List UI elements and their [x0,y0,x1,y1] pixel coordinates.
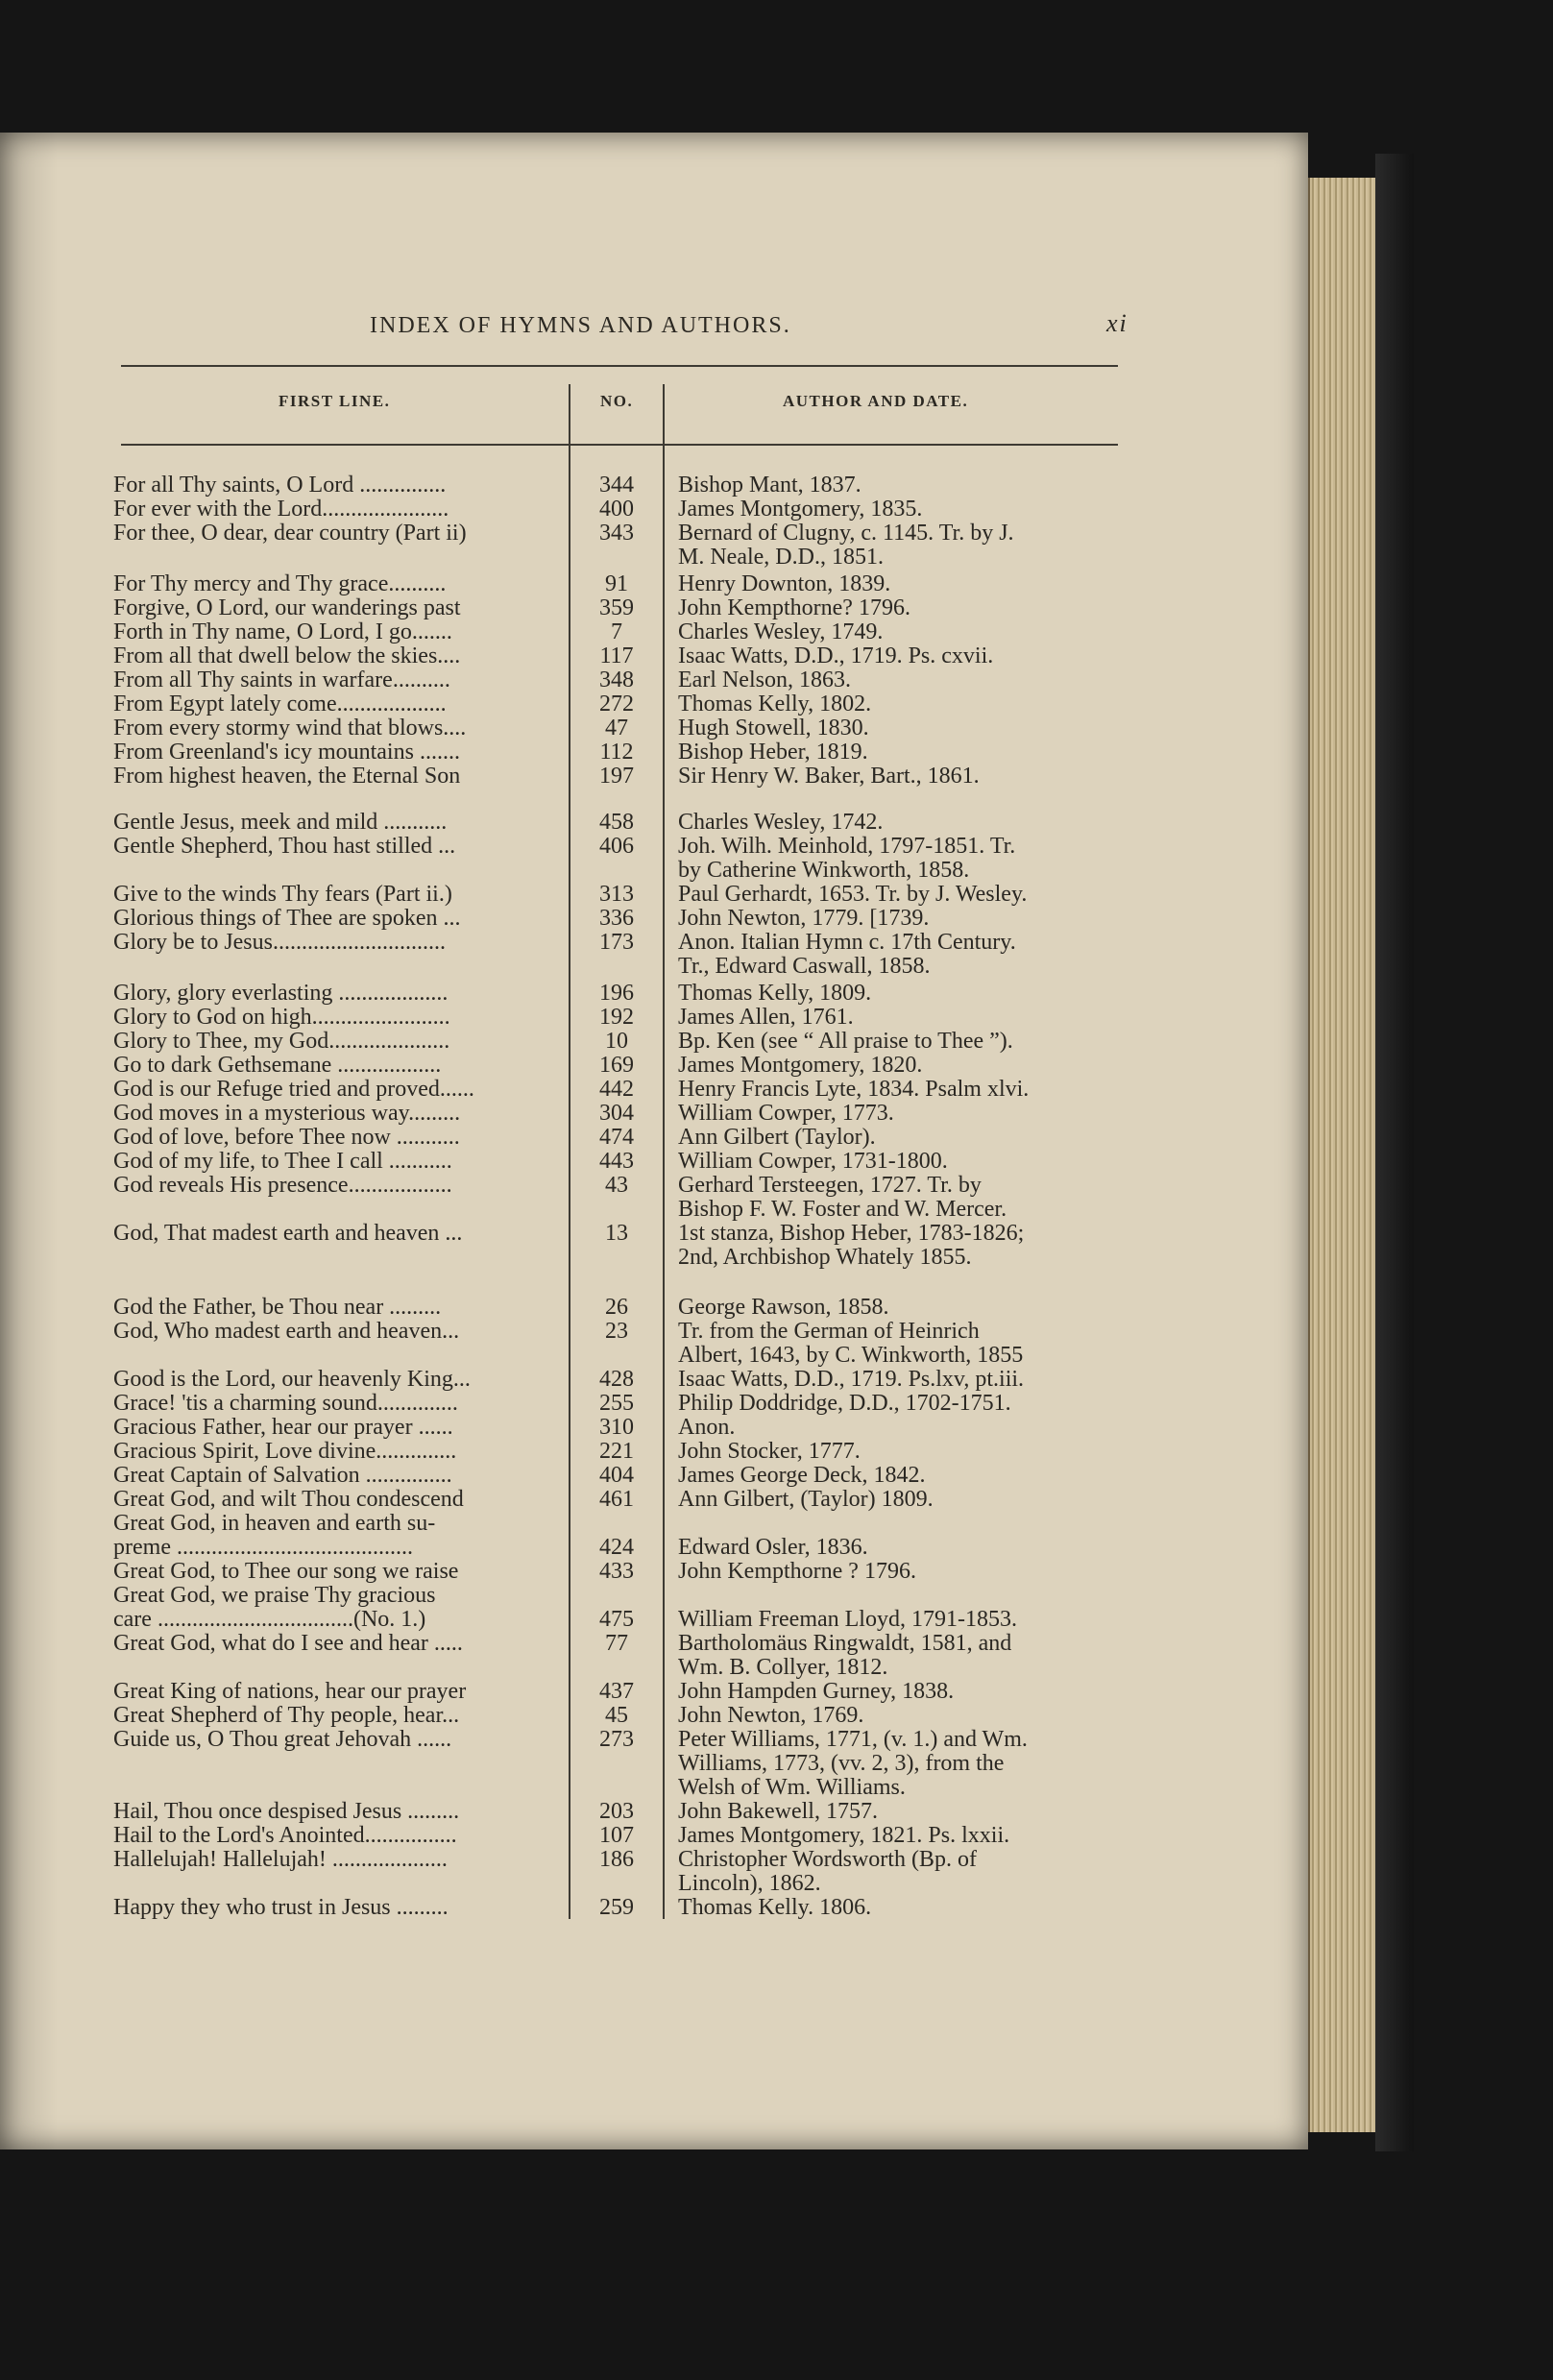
author-cell: Isaac Watts, D.D., 1719. Ps.lxv, pt.iii. [678,1367,1025,1392]
number-cell: 23 [605,1319,628,1344]
author-cell: Williams, 1773, (vv. 2, 3), from the [678,1751,1005,1776]
author-cell: James Allen, 1761. [678,1005,854,1030]
author-cell: Bp. Ken (see “ All praise to Thee ”). [678,1029,1013,1054]
author-cell: Bernard of Clugny, c. 1145. Tr. by J. [678,521,1014,546]
author-cell: Anon. Italian Hymn c. 17th Century. [678,930,1016,955]
author-cell: William Freeman Lloyd, 1791-1853. [678,1607,1017,1632]
author-cell: Bishop Mant, 1837. [678,473,861,498]
first-line-cell: From Egypt lately come................... [113,692,447,716]
author-cell: Thomas Kelly, 1809. [678,981,872,1006]
number-cell: 10 [605,1029,628,1054]
first-line-cell: Great King of nations, hear our prayer [113,1679,467,1704]
author-cell: Tr., Edward Caswall, 1858. [678,954,931,979]
author-cell: M. Neale, D.D., 1851. [678,545,884,570]
number-cell: 400 [599,497,634,522]
first-line-cell: Glory, glory everlasting ................... [113,981,449,1006]
number-cell: 186 [599,1847,634,1872]
author-cell: James Montgomery, 1835. [678,497,923,522]
number-cell: 169 [599,1053,634,1078]
number-cell: 359 [599,595,634,620]
number-cell: 112 [599,740,634,765]
author-cell: Ann Gilbert, (Taylor) 1809. [678,1487,934,1512]
author-cell: Wm. B. Collyer, 1812. [678,1655,888,1680]
number-cell: 196 [599,981,634,1006]
author-cell: 2nd, Archbishop Whately 1855. [678,1245,972,1270]
number-cell: 272 [599,692,634,716]
number-cell: 406 [599,834,634,859]
author-cell: Christopher Wordsworth (Bp. of [678,1847,977,1872]
first-line-cell: Guide us, O Thou great Jehovah ...... [113,1727,452,1752]
number-cell: 273 [599,1727,634,1752]
first-line-cell: Glory to God on high........................ [113,1005,450,1030]
first-line-cell: Hail, Thou once despised Jesus ......... [113,1799,460,1824]
first-line-cell: Hail to the Lord's Anointed................ [113,1823,457,1848]
column-header-rule [121,444,1118,446]
number-cell: 443 [599,1149,634,1174]
author-cell: Paul Gerhardt, 1653. Tr. by J. Wesley. [678,882,1028,907]
first-line-cell: preme ......................................... [113,1535,413,1560]
table-row [0,1245,1308,1274]
first-line-cell: God moves in a mysterious way......... [113,1101,461,1126]
number-cell: 26 [605,1295,628,1320]
author-cell: Sir Henry W. Baker, Bart., 1861. [678,764,980,789]
page-header [0,309,1308,348]
author-cell: Isaac Watts, D.D., 1719. Ps. cxvii. [678,644,994,668]
author-cell: Albert, 1643, by C. Winkworth, 1855 [678,1343,1024,1368]
first-line-cell: For all Thy saints, O Lord ............... [113,473,447,498]
number-cell: 475 [599,1607,634,1632]
first-line-cell: From highest heaven, the Eternal Son [113,764,461,789]
first-line-cell: Give to the winds Thy fears (Part ii.) [113,882,452,907]
number-cell: 404 [599,1463,634,1488]
author-cell: Earl Nelson, 1863. [678,668,851,692]
number-cell: 304 [599,1101,634,1126]
first-line-cell: Great God, and wilt Thou condescend [113,1487,464,1512]
number-cell: 255 [599,1391,634,1416]
first-line-cell: God reveals His presence.................. [113,1173,452,1198]
number-cell: 47 [605,716,628,741]
page-edges [1308,178,1377,2132]
first-line-cell: From all Thy saints in warfare.......... [113,668,450,692]
first-line-cell: Forth in Thy name, O Lord, I go....... [113,619,452,644]
number-cell: 344 [599,473,634,498]
column-header-author: AUTHOR AND DATE. [783,392,969,410]
table-row [0,545,1308,573]
first-line-cell: Great God, we praise Thy gracious [113,1583,436,1608]
author-cell: Thomas Kelly, 1802. [678,692,872,716]
author-cell: Welsh of Wm. Williams. [678,1775,906,1800]
first-line-cell: Happy they who trust in Jesus ......... [113,1895,449,1920]
first-line-cell: God the Father, be Thou near ......... [113,1295,442,1320]
author-cell: Philip Doddridge, D.D., 1702-1751. [678,1391,1011,1416]
first-line-cell: Great God, to Thee our song we raise [113,1559,459,1584]
first-line-cell: For thee, O dear, dear country (Part ii) [113,521,467,546]
number-cell: 43 [605,1173,628,1198]
number-cell: 433 [599,1559,634,1584]
number-cell: 313 [599,882,634,907]
number-cell: 221 [599,1439,634,1464]
author-cell: John Bakewell, 1757. [678,1799,878,1824]
first-line-cell: Glory be to Jesus.............................. [113,930,446,955]
first-line-cell: Great Shepherd of Thy people, hear... [113,1703,460,1728]
first-line-cell: care ..................................(No. 1.) [113,1607,426,1632]
author-cell: William Cowper, 1773. [678,1101,894,1126]
author-cell: Anon. [678,1415,736,1440]
page-number: xi [1106,309,1128,337]
author-cell: Bishop Heber, 1819. [678,740,868,765]
first-line-cell: God is our Refuge tried and proved...... [113,1077,474,1102]
number-cell: 348 [599,668,634,692]
author-cell: John Hampden Gurney, 1838. [678,1679,955,1704]
number-cell: 424 [599,1535,634,1560]
table-row [0,954,1308,983]
first-line-cell: Gentle Shepherd, Thou hast stilled ... [113,834,456,859]
author-cell: John Kempthorne? 1796. [678,595,910,620]
first-line-cell: God, Who madest earth and heaven... [113,1319,460,1344]
first-line-cell: Glorious things of Thee are spoken ... [113,906,461,931]
number-cell: 13 [605,1221,628,1246]
author-cell: John Stocker, 1777. [678,1439,861,1464]
author-cell: John Newton, 1779. [1739. [678,906,930,931]
book-cover-edge [1375,154,1414,2151]
first-line-cell: Glory to Thee, my God..................... [113,1029,450,1054]
first-line-cell: Gracious Spirit, Love divine.............. [113,1439,457,1464]
author-cell: John Kempthorne ? 1796. [678,1559,916,1584]
author-cell: Gerhard Tersteegen, 1727. Tr. by [678,1173,982,1198]
author-cell: Bartholomäus Ringwaldt, 1581, and [678,1631,1012,1656]
author-cell: Henry Downton, 1839. [678,571,891,596]
first-line-cell: From all that dwell below the skies.... [113,644,461,668]
author-cell: Peter Williams, 1771, (v. 1.) and Wm. [678,1727,1028,1752]
first-line-cell: God, That madest earth and heaven ... [113,1221,463,1246]
table-row [0,764,1308,792]
number-cell: 458 [599,810,634,835]
number-cell: 336 [599,906,634,931]
first-line-cell: Hallelujah! Hallelujah! .................... [113,1847,448,1872]
number-cell: 343 [599,521,634,546]
first-line-cell: God of love, before Thee now ........... [113,1125,460,1150]
author-cell: Edward Osler, 1836. [678,1535,868,1560]
number-cell: 461 [599,1487,634,1512]
author-cell: Henry Francis Lyte, 1834. Psalm xlvi. [678,1077,1030,1102]
number-cell: 428 [599,1367,634,1392]
first-line-cell: Gracious Father, hear our prayer ...... [113,1415,453,1440]
number-cell: 77 [605,1631,628,1656]
author-cell: by Catherine Winkworth, 1858. [678,858,970,883]
first-line-cell: For Thy mercy and Thy grace.......... [113,571,447,596]
first-line-cell: Good is the Lord, our heavenly King... [113,1367,471,1392]
first-line-cell: Great Captain of Salvation ............... [113,1463,452,1488]
number-cell: 442 [599,1077,634,1102]
number-cell: 437 [599,1679,634,1704]
first-line-cell: Gentle Jesus, meek and mild ........... [113,810,448,835]
first-line-cell: Go to dark Gethsemane .................. [113,1053,442,1078]
author-cell: Tr. from the German of Heinrich [678,1319,980,1344]
author-cell: George Rawson, 1858. [678,1295,889,1320]
author-cell: Ann Gilbert (Taylor). [678,1125,876,1150]
page-title: INDEX OF HYMNS AND AUTHORS. [370,313,791,338]
author-cell: Bishop F. W. Foster and W. Mercer. [678,1197,1007,1222]
number-cell: 474 [599,1125,634,1150]
author-cell: John Newton, 1769. [678,1703,864,1728]
column-header-first-line: FIRST LINE. [279,392,391,410]
first-line-cell: God of my life, to Thee I call ........... [113,1149,452,1174]
author-cell: William Cowper, 1731-1800. [678,1149,948,1174]
number-cell: 117 [599,644,634,668]
first-line-cell: Grace! 'tis a charming sound.............. [113,1391,458,1416]
number-cell: 107 [599,1823,634,1848]
author-cell: Lincoln), 1862. [678,1871,821,1896]
first-line-cell: Great God, in heaven and earth su- [113,1511,436,1536]
first-line-cell: Forgive, O Lord, our wanderings past [113,595,461,620]
number-cell: 173 [599,930,634,955]
author-cell: Charles Wesley, 1749. [678,619,884,644]
author-cell: James Montgomery, 1821. Ps. lxxii. [678,1823,1010,1848]
author-cell: Joh. Wilh. Meinhold, 1797-1851. Tr. [678,834,1016,859]
author-cell: James Montgomery, 1820. [678,1053,923,1078]
author-cell: Charles Wesley, 1742. [678,810,884,835]
number-cell: 203 [599,1799,634,1824]
author-cell: Hugh Stowell, 1830. [678,716,869,741]
header-rule [121,365,1118,367]
column-header-number: NO. [600,392,634,410]
author-cell: James George Deck, 1842. [678,1463,926,1488]
number-cell: 310 [599,1415,634,1440]
number-cell: 197 [599,764,634,789]
first-line-cell: Great God, what do I see and hear ..... [113,1631,463,1656]
first-line-cell: From every stormy wind that blows.... [113,716,467,741]
author-cell: 1st stanza, Bishop Heber, 1783-1826; [678,1221,1025,1246]
first-line-cell: From Greenland's icy mountains ....... [113,740,460,765]
number-cell: 45 [605,1703,628,1728]
number-cell: 259 [599,1895,634,1920]
number-cell: 7 [611,619,622,644]
number-cell: 91 [605,571,628,596]
number-cell: 192 [599,1005,634,1030]
author-cell: Thomas Kelly. 1806. [678,1895,872,1920]
first-line-cell: For ever with the Lord...................... [113,497,449,522]
table-row [0,1895,1308,1924]
